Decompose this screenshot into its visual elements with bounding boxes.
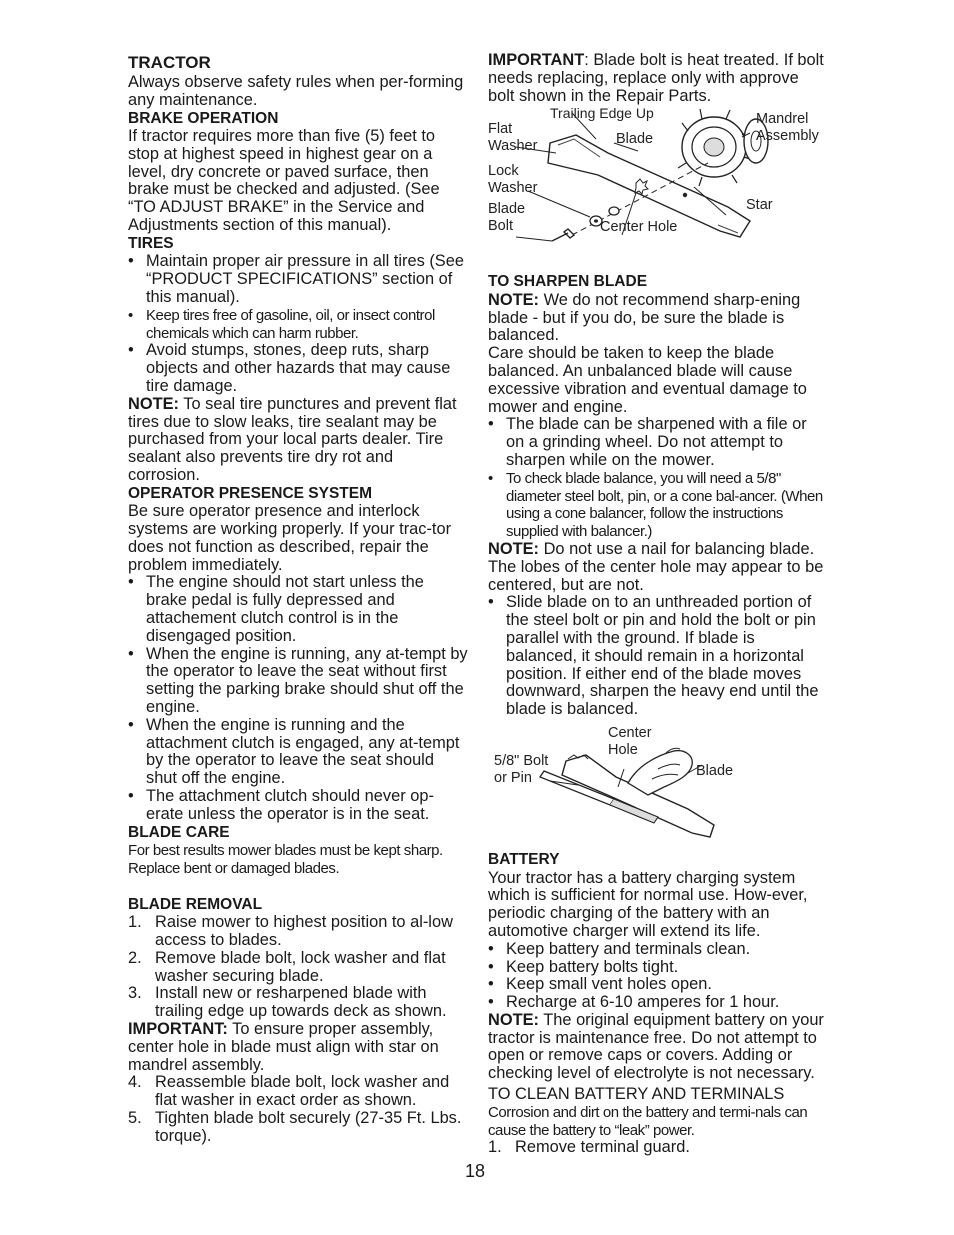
list-item: • To check blade balance, you will need a 5/8" diameter steel bolt, pin, or a cone bal-ancer. (When using a cone balancer, follow the instructions supplied with balancer.) <box>488 470 828 541</box>
flat-washer-label: Flat Washer <box>488 121 538 154</box>
bolt-pin-label: 5/8" Bolt or Pin <box>494 753 549 786</box>
battery-list <box>488 941 828 1012</box>
note-text: The original equipment battery on your tractor is maintenance free. Do not attempt to open or remove caps or covers. Adding or checking level of electrolyte is not necessary. <box>488 1010 824 1083</box>
left-column <box>128 52 468 1146</box>
list-item: • The engine should not start unless the brake pedal is fully depressed and attachement clutch control is in the disengaged position. <box>128 574 468 645</box>
tires-list <box>128 253 468 395</box>
important-text: : Blade bolt is heat treated. If bolt needs replacing, replace only with approve bolt shown in the Repair Parts. <box>488 51 824 105</box>
list-item: • The blade can be sharpened with a file or on a grinding wheel. Do not attempt to sharpen while on the mower. <box>488 416 828 469</box>
battery-note <box>488 1012 828 1083</box>
ops-text: Be sure operator presence and interlock systems are working properly. If your trac-tor does not function as described, repair the problem immediately. <box>128 502 452 574</box>
list-item: 1. Remove terminal guard. <box>488 1138 690 1157</box>
list-item: • Recharge at 6-10 amperes for 1 hour. <box>488 994 828 1012</box>
removal-important <box>128 1021 468 1074</box>
sharpen-text: Care should be taken to keep the blade balanced. An unbalanced blade will cause excessive vibration and eventual damage to mower and engine. <box>488 344 807 416</box>
removal-steps <box>128 914 468 1021</box>
blade-removal-heading: BLADE REMOVAL <box>128 895 263 913</box>
sharpen-list <box>488 416 828 541</box>
list-item: • The attachment clutch should never op-erate unless the operator is in the seat. <box>128 788 468 824</box>
battery-heading: BATTERY <box>488 851 560 869</box>
note-text: We do not recommend sharp-ening blade - but if you do, be sure the blade is balanced. <box>488 290 801 345</box>
tractor-heading: TRACTOR <box>128 53 211 72</box>
note-label: NOTE: <box>488 1010 539 1029</box>
ops-heading: OPERATOR PRESENCE SYSTEM <box>128 484 373 502</box>
note-text: Do not use a nail for balancing blade. The lobes of the center hole may appear to be centered, but are not. <box>488 540 824 594</box>
clean-heading: TO CLEAN BATTERY AND TERMINALS <box>488 1085 785 1104</box>
list-item: • When the engine is running, any at-tempt by the operator to leave the seat without first setting the parking brake should shut off the engine. <box>128 646 468 717</box>
blade-label: Blade <box>696 763 734 780</box>
balance-list <box>488 594 828 719</box>
note-label: NOTE: <box>488 540 539 559</box>
center-hole-label: Center Hole <box>608 725 652 758</box>
center-hole-label: Center Hole <box>600 219 678 236</box>
brake-heading: BRAKE OPERATION <box>128 109 279 127</box>
blade-label: Blade <box>616 131 654 148</box>
sharpen-note <box>488 292 828 345</box>
blade-bolt-label: Blade Bolt <box>488 201 526 234</box>
blade-care-heading: BLADE CARE <box>128 823 230 841</box>
right-column <box>488 52 828 1157</box>
note-text: To seal tire punctures and prevent flat tires due to slow leaks, tire sealant may be purchased from your local parts dealer. Tire sealant also prevents tire dry rot and corrosion. <box>128 394 457 484</box>
list-item: 4. Reassemble blade bolt, lock washer and flat washer in exact order as shown. <box>128 1073 450 1110</box>
brake-text: If tractor requires more than five (5) feet to stop at highest speed in highest gear on a level, dry concrete or paved surface, then brake must be checked and adjusted. (See “TO ADJUST BRAKE” in the Service and Adjustments section of this manual). <box>128 127 440 235</box>
page-number: 18 <box>465 1161 486 1181</box>
list-item: • Keep battery bolts tight. <box>488 959 828 977</box>
trailing-edge-label: Trailing Edge Up <box>550 105 654 122</box>
tires-note <box>128 396 468 485</box>
list-item: 3. Install new or resharpened blade with trailing edge up towards deck as shown. <box>128 984 447 1021</box>
removal-steps-2 <box>128 1074 468 1145</box>
star-label: Star <box>746 197 773 214</box>
clean-steps <box>488 1139 828 1157</box>
mandrel-assembly-label: Mandrel Assembly <box>756 111 819 144</box>
lock-washer-label: Lock Washer <box>488 163 538 196</box>
list-item: • When the engine is running and the attachment clutch is engaged, any at-tempt by the operator to leave the seat should shut off the engine. <box>128 717 468 788</box>
important-text: To ensure proper assembly, center hole in blade must align with star on mandrel assembly. <box>128 1019 439 1074</box>
tractor-intro: Always observe safety rules when per-forming any maintenance. <box>128 73 464 109</box>
tires-heading: TIRES <box>128 234 174 252</box>
list-item: • Keep small vent holes open. <box>488 976 828 994</box>
blade-balance-figure <box>488 725 828 849</box>
note-label: NOTE: <box>128 394 179 413</box>
important-label: IMPORTANT: <box>128 1019 228 1038</box>
list-item: 2. Remove blade bolt, lock washer and flat washer securing blade. <box>128 948 446 985</box>
list-item: 5. Tighten blade bolt securely (27-35 Ft. Lbs. torque). <box>128 1108 462 1145</box>
important-label: IMPORTANT <box>488 51 585 69</box>
blade-care-text: For best results mower blades must be kept sharp. Replace bent or damaged blades. <box>128 842 443 877</box>
blade-assembly-figure <box>488 105 828 251</box>
balance-note <box>488 541 828 594</box>
battery-text: Your tractor has a battery charging system which is sufficient for normal use. How-ever, periodic charging of the battery with an automotive charger will extend its life. <box>488 868 808 940</box>
list-item: • Avoid stumps, stones, deep ruts, sharp objects and other hazards that may cause tire damage. <box>128 342 468 395</box>
ops-list <box>128 574 468 823</box>
list-item: • Maintain proper air pressure in all tires (See “PRODUCT SPECIFICATIONS” section of this manual). <box>128 253 468 306</box>
list-item: • Keep tires free of gasoline, oil, or insect control chemicals which can harm rubber. <box>128 307 468 343</box>
sharpen-heading: TO SHARPEN BLADE <box>488 273 648 291</box>
list-item: • Slide blade on to an unthreaded portion of the steel bolt or pin and hold the bolt or pin parallel with the ground. If blade is balanced, it should remain in a horizontal position. If either end of the blade moves downward, sharpen the heavy end until the blade is balanced. <box>488 594 828 719</box>
clean-text: Corrosion and dirt on the battery and termi-nals can cause the battery to “leak” power. <box>488 1103 808 1139</box>
note-label: NOTE: <box>488 290 539 309</box>
important-bolt-note <box>488 52 828 105</box>
list-item: 1. Raise mower to highest position to al-low access to blades. <box>128 913 453 949</box>
list-item: • Keep battery and terminals clean. <box>488 941 828 959</box>
